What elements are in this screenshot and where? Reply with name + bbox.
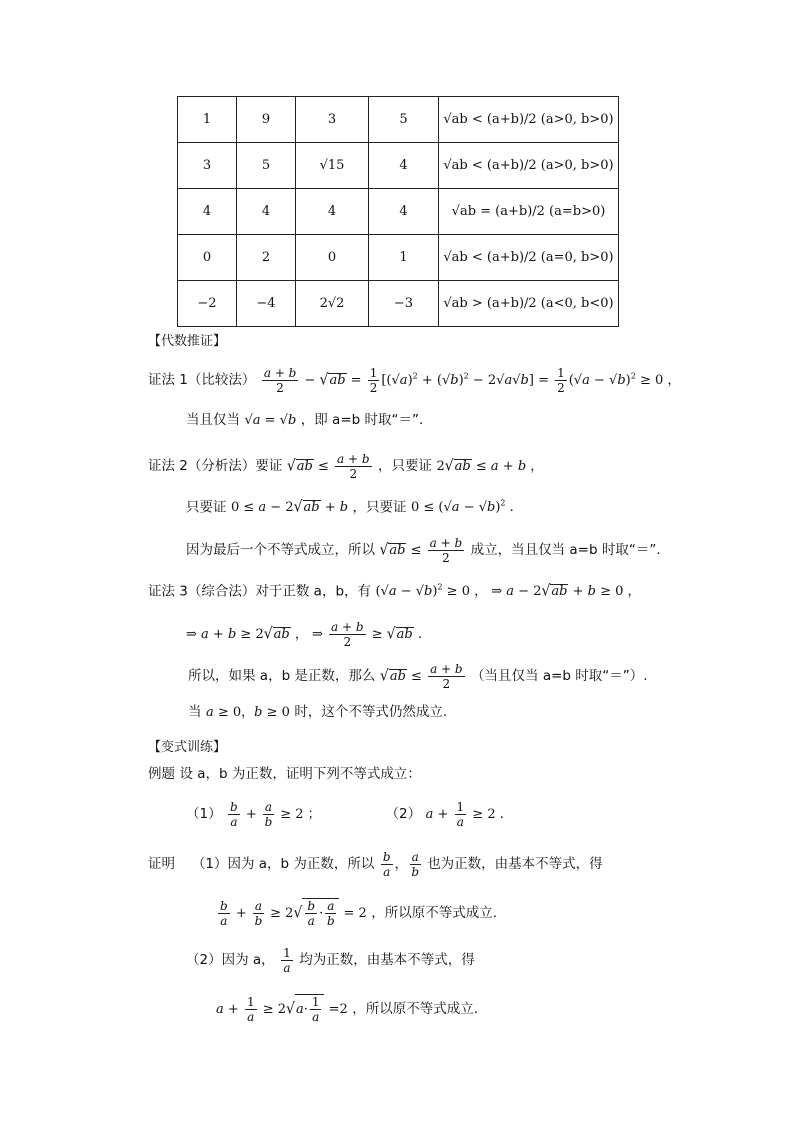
table-cell: 2 <box>237 235 296 281</box>
table-cell: 4 <box>178 189 237 235</box>
holds-text: 成立，当且仅当 a=b 时取“＝”. <box>470 542 661 558</box>
because-text: 因为最后一个不等式成立，所以 <box>186 542 375 558</box>
example-line <box>148 764 421 784</box>
item2-label: （2） <box>385 806 422 822</box>
only-need-text: ，只要证 <box>378 458 432 474</box>
table-cell: 4 <box>237 189 296 235</box>
table-cell: √ab < (a+b)/2 (a=0, b>0) <box>439 235 619 281</box>
item1-label: （1） <box>186 806 222 822</box>
proof1-line <box>148 366 680 395</box>
solution-part1-text: （1）因为 a，b 为正数，所以 <box>191 856 375 872</box>
solution-line3: （2）因为 a， $\frac{1}{a}$ 均为正数，由基本不等式，得 <box>186 946 475 975</box>
section-title-algebra: 【代数推证】 <box>148 334 227 349</box>
so-text: 所以，如果 a，b 是正数，那么 <box>188 668 376 684</box>
table-cell: √15 <box>296 143 369 189</box>
solution-line1: 证明 （1）因为 a，b 为正数，所以 $\frac{b}{a}$ ， $\frac{a}{b}$ 也为正数，由基本不等式，得 <box>148 850 603 879</box>
condition-tail: ，即 a=b 时取“＝”. <box>300 412 424 428</box>
solution-part1-tail: 也为正数，由基本不等式，得 <box>427 856 603 872</box>
section-title-variant: 【变式训练】 <box>148 740 227 755</box>
table-cell: √ab < (a+b)/2 (a>0, b>0) <box>439 143 619 189</box>
table-cell: −3 <box>369 281 439 327</box>
table-cell: √ab < (a+b)/2 (a>0, b>0) <box>439 97 619 143</box>
proof3-line4: 当 a ≥ 0，b ≥ 0 时，这个不等式仍然成立. <box>188 704 448 720</box>
table-cell: 3 <box>296 97 369 143</box>
proof2-line3: 因为最后一个不等式成立，所以 √ab ≤ $\frac{a + b}{2}$ 成立，当且仅当 a=b 时取“＝”. <box>186 536 661 565</box>
table-cell: −4 <box>237 281 296 327</box>
table-cell: 0 <box>296 235 369 281</box>
table-cell: 1 <box>369 235 439 281</box>
table-cell: 3 <box>178 143 237 189</box>
proof1-label: 证法 1（比较法） <box>148 372 256 388</box>
table-row <box>178 281 619 327</box>
only-need-text-3: ，只要证 <box>352 499 407 516</box>
table-cell: 2√2 <box>296 281 369 327</box>
table-cell: 4 <box>369 143 439 189</box>
table-cell: 9 <box>237 97 296 143</box>
example-text: 设 a，b 为正数，证明下列不等式成立： <box>179 766 421 782</box>
solution-part2-result: ，所以原不等式成立. <box>352 1001 479 1017</box>
when-tail: 时，这个不等式仍然成立. <box>294 704 448 720</box>
proof3-line2: ⇒ a + b ≥ 2√ab ， ⇒ $\frac{a + b}{2}$ ≥ √ab . <box>186 620 422 649</box>
table-row <box>178 97 619 143</box>
example-items: （1） $\frac{b}{a}$ + $\frac{a}{b}$ ≥ 2 ； （2） a + $\frac{1}{a}$ ≥ 2 . <box>186 800 504 829</box>
table-cell: √ab = (a+b)/2 (a=b>0) <box>439 189 619 235</box>
comparison-table <box>177 96 619 327</box>
proof2-line1: 证法 2（分析法）要证 √ab ≤ $\frac{a + b}{2}$ ，只要证 2√ab ≤ a + b ， <box>148 452 544 481</box>
solution-part2-text: （2）因为 a， <box>186 952 275 968</box>
proof3-line1: 证法 3（综合法）对于正数 a，b，有 $(√a - √b)^2 \ge 0$ ， ⇒ a − 2√ab + b ≥ 0 ， <box>148 582 641 601</box>
table-row <box>178 235 619 281</box>
proof1-formula: $\frac{a + b}{2}$ − √ab = $\frac{1}{2}$ $[(√a)^2 + (√b)^2 - 2√a√b]$ = $\frac{1}{2}$ $(√a - √b)^2 \ge 0$ ， <box>263 366 681 395</box>
table-cell: 5 <box>369 97 439 143</box>
table-cell: 4 <box>296 189 369 235</box>
solution-part2-tail: 均为正数，由基本不等式，得 <box>299 952 475 968</box>
solution-line2: $\frac{b}{a}$ + $\frac{a}{b}$ ≥ 2√ $\frac{b}{a}$ · $\frac{a}{b}$ = 2 ，所以原不等式成立. <box>220 899 498 928</box>
so-tail: （当且仅当 a=b 时取“＝”）. <box>471 668 648 684</box>
proof3-label: 证法 3（综合法）对于正数 a，b，有 <box>148 583 372 600</box>
only-need-text-2: 只要证 <box>186 499 227 516</box>
table-cell: √ab > (a+b)/2 (a<0, b<0) <box>439 281 619 327</box>
condition-text: 当且仅当 <box>186 412 240 428</box>
solution-part1-result: ，所以原不等式成立. <box>371 905 498 921</box>
proof2-line2: 只要证 0 ≤ a − 2√ab + b ，只要证 $0 \le (√a - √b)^2$ . <box>186 498 514 517</box>
table-cell: 4 <box>369 189 439 235</box>
proof3-line3: 所以，如果 a，b 是正数，那么 √ab ≤ $\frac{a + b}{2}$ （当且仅当 a=b 时取“＝”）. <box>188 662 648 691</box>
table-cell: −2 <box>178 281 237 327</box>
solution-line4: a + $\frac{1}{a}$ ≥ 2√a· $\frac{1}{a}$ =2 ，所以原不等式成立. <box>216 995 479 1024</box>
solution-label: 证明 <box>148 856 175 872</box>
proof1-condition: 当且仅当 √a = √b ，即 a=b 时取“＝”. <box>186 412 424 428</box>
proof2-label: 证法 2（分析法）要证 <box>148 458 283 474</box>
table-cell: 5 <box>237 143 296 189</box>
table-cell: 0 <box>178 235 237 281</box>
table-cell: 1 <box>178 97 237 143</box>
table-row <box>178 189 619 235</box>
table-row <box>178 143 619 189</box>
when-text: 当 <box>188 704 202 720</box>
example-label: 例题 <box>148 766 175 782</box>
